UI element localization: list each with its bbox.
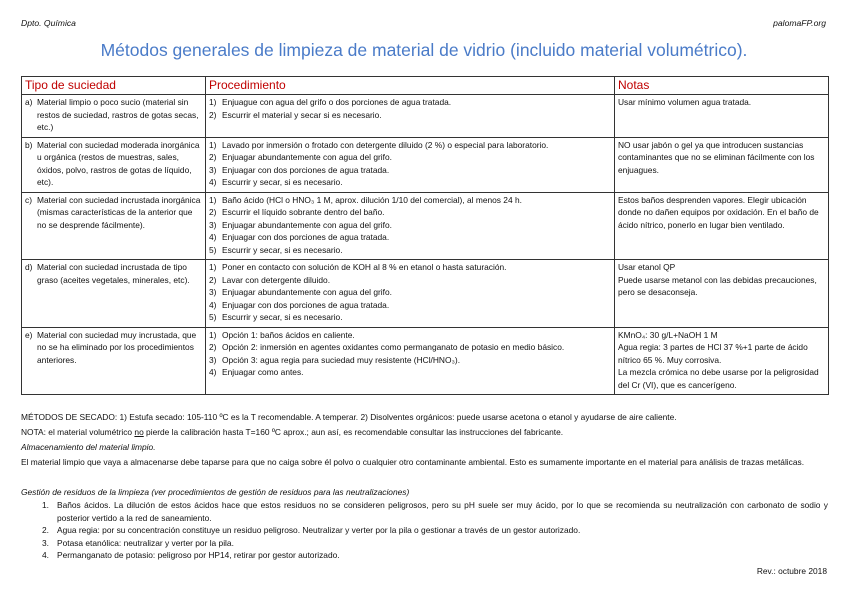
type-cell — [22, 260, 206, 328]
step-number: 4) — [209, 367, 217, 377]
notes-cell — [615, 192, 829, 260]
note-line: La mezcla crómica no debe usarse por la peligrosidad del Cr (VI), que es cancerígeno. — [618, 367, 819, 390]
procedure-step — [209, 151, 611, 164]
type-cell — [22, 95, 206, 138]
item-number: 2. — [42, 525, 49, 535]
step-text: Enjuagar con dos porciones de agua tratada. — [222, 164, 390, 175]
procedure-step — [209, 286, 611, 299]
step-text: Enjuague con agua del grifo o dos porciones de agua tratada. — [222, 97, 452, 107]
item-number: 4. — [42, 550, 49, 560]
procedure-cell — [206, 95, 615, 138]
note-line: Estos baños desprenden vapores. Elegir ubicación donde no dañen equipos por oxidación. En el baño de ácido nítrico, ponerlo en lugar bien ventilado. — [618, 194, 819, 230]
note-line: Agua regia: 3 partes de HCl 37 %+1 parte de ácido nítrico 65 %. Muy corrosiva. — [618, 342, 808, 365]
step-text: Opción 2: inmersión en agentes oxidantes como permanganato de potasio en medio básico. — [222, 342, 565, 352]
step-number: 4) — [209, 177, 217, 187]
procedure-step — [209, 194, 611, 207]
step-number: 2) — [209, 207, 217, 217]
step-text: Enjuagar abundantemente con agua del grifo. — [222, 152, 392, 162]
step-number: 2) — [209, 109, 217, 120]
step-text: Escurrir el líquido sobrante dentro del baño. — [222, 207, 385, 217]
procedure-step — [209, 261, 611, 274]
storage-heading: Almacenamiento del material limpio. — [21, 442, 156, 452]
procedure-step — [209, 176, 611, 189]
table-row — [22, 327, 829, 395]
step-text: Opción 1: baños ácidos en caliente. — [222, 329, 355, 340]
step-text: Enjuagar abundantemente con agua del grifo. — [222, 219, 392, 230]
step-text: Opción 3: agua regia para suciedad muy resistente (HCl/HNO₃). — [222, 354, 461, 365]
note-line: KMnO₄: 30 g/L+NaOH 1 M — [618, 329, 718, 340]
procedure-step — [209, 96, 611, 109]
procedure-step — [209, 244, 611, 257]
waste-heading: Gestión de residuos de la limpieza (ver procedimientos de gestión de residuos para las neutralizaciones) — [21, 487, 410, 497]
procedure-step — [209, 219, 611, 232]
step-number: 1) — [209, 194, 217, 205]
procedure-cell — [206, 260, 615, 328]
table-header-row — [22, 77, 829, 95]
notes-cell — [615, 327, 829, 395]
soil-type: Material con suciedad incrustada inorgánica (mismas características de la anterior que no se desprende fácilmente). — [37, 194, 201, 230]
note-text-end: pierde la calibración hasta T=160 ºC aprox.; aun así, es recomendable consultar las instrucciones del fabricante. — [143, 427, 564, 437]
procedure-step — [209, 274, 611, 287]
row-marker: b) — [25, 139, 33, 150]
step-text: Enjuagar con dos porciones de agua tratada. — [222, 299, 390, 310]
header-site: palomaFP.org — [773, 18, 826, 28]
step-number: 5) — [209, 244, 217, 255]
step-text: Baño ácido (HCl o HNO₃ 1 M, aprox. dilución 1/10 del comercial), al menos 24 h. — [222, 194, 522, 205]
item-text: Permanganato de potasio: peligroso por HP14, retirar por gestor autorizado. — [57, 550, 340, 560]
procedure-step — [209, 109, 611, 122]
row-marker: d) — [25, 262, 33, 272]
step-number: 1) — [209, 262, 217, 272]
table-row — [22, 260, 829, 328]
column-header-type: Tipo de suciedad — [22, 77, 206, 95]
procedure-step — [209, 354, 611, 367]
step-number: 2) — [209, 274, 217, 285]
step-number: 2) — [209, 152, 217, 162]
procedure-step — [209, 341, 611, 354]
note-text-start: NOTA: el material volumétrico — [21, 427, 135, 437]
procedure-step — [209, 206, 611, 219]
volumetric-note — [21, 426, 828, 439]
note-line: Puede usarse metanol con las debidas precauciones, pero se desaconseja. — [618, 274, 817, 297]
procedure-cell — [206, 192, 615, 260]
table-row — [22, 192, 829, 260]
procedure-step — [209, 231, 611, 244]
type-cell — [22, 192, 206, 260]
procedure-cell — [206, 327, 615, 395]
procedure-step — [209, 299, 611, 312]
procedure-step — [209, 164, 611, 177]
step-text: Lavar con detergente diluido. — [222, 274, 331, 285]
soil-type: Material con suciedad moderada inorgánica u orgánica (restos de muestras, sales, óxidos, polvo, rastros de gotas de líquido, etc). — [37, 139, 200, 187]
waste-list — [21, 499, 828, 562]
procedure-step — [209, 329, 611, 342]
step-number: 3) — [209, 219, 217, 230]
item-number: 1. — [42, 500, 49, 510]
step-number: 3) — [209, 287, 217, 297]
item-text: Agua regia: por su concentración constituye un residuo peligroso. Neutralizar y verter por la pila o gestionar a través de un gestor autorizado. — [57, 525, 581, 535]
drying-methods: MÉTODOS DE SECADO: 1) Estufa secado: 105-110 ºC es la T recomendable. A temperar. 2) Disolventes orgánicos: puede usarse acetona o etanol y ayudarse de aire caliente. — [21, 412, 677, 422]
notes-cell — [615, 260, 829, 328]
item-text: Potasa etanólica: neutralizar y verter por la pila. — [57, 537, 234, 548]
cleaning-methods-table — [21, 76, 829, 395]
waste-list-item — [21, 549, 828, 562]
type-cell — [22, 137, 206, 192]
notes-cell — [615, 95, 829, 138]
note-underlined: no — [134, 427, 144, 437]
note-line: NO usar jabón o gel ya que introducen sustancias contaminantes que no se eliminan fácilmente con los enjuagues. — [618, 139, 815, 175]
procedure-step — [209, 366, 611, 379]
step-number: 1) — [209, 97, 217, 107]
waste-list-item — [21, 499, 828, 524]
procedure-step — [209, 139, 611, 152]
step-number: 5) — [209, 312, 217, 322]
item-text: Baños ácidos. La dilución de estos ácidos hace que estos residuos no se consideren peligrosos, pero su pH suele ser muy ácido, por lo que se recomienda su neutralización con carbonato de sodio y posterior vertido a la red de saneamiento. — [57, 500, 828, 523]
step-text: Escurrir y secar, si es necesario. — [222, 244, 343, 255]
soil-type: Material con suciedad muy incrustada, que no se ha eliminado por los procedimientos anteriores. — [37, 329, 197, 365]
step-text: Poner en contacto con solución de KOH al 8 % en etanol o hasta saturación. — [222, 262, 507, 272]
waste-list-item — [21, 524, 828, 537]
step-text: Enjuagar con dos porciones de agua tratada. — [222, 232, 390, 242]
step-number: 1) — [209, 139, 217, 150]
step-number: 2) — [209, 342, 217, 352]
header-department: Dpto. Química — [21, 18, 76, 28]
step-number: 3) — [209, 354, 217, 365]
row-marker: c) — [25, 194, 32, 205]
step-number: 3) — [209, 164, 217, 175]
procedure-cell — [206, 137, 615, 192]
soil-type: Material limpio o poco sucio (material sin restos de suciedad, rastros de gotas secas, etc.) — [37, 97, 199, 132]
step-text: Enjuagar como antes. — [222, 367, 304, 377]
step-number: 1) — [209, 329, 217, 340]
column-header-procedure: Procedimiento — [206, 77, 615, 95]
step-text: Escurrir y secar, si es necesario. — [222, 312, 343, 322]
page-title: Métodos generales de limpieza de material de vidrio (incluido material volumétrico). — [100, 40, 748, 60]
table-row — [22, 95, 829, 138]
table-row — [22, 137, 829, 192]
waste-list-item — [21, 537, 828, 550]
note-line: Usar mínimo volumen agua tratada. — [618, 97, 752, 107]
step-text: Enjuagar abundantemente con agua del grifo. — [222, 287, 392, 297]
soil-type: Material con suciedad incrustada de tipo graso (aceites vegetales, minerales, etc). — [37, 262, 190, 285]
step-number: 4) — [209, 299, 217, 310]
procedure-step — [209, 311, 611, 324]
storage-text: El material limpio que vaya a almacenarse debe taparse para que no caiga sobre él polvo o cualquier otro contaminante ambiental. Esto es sumamente importante en el material para análisis de trazas metálicas. — [21, 457, 805, 467]
type-cell — [22, 327, 206, 395]
step-text: Lavado por inmersión o frotado con detergente diluido (2 %) o especial para laboratorio. — [222, 139, 549, 150]
step-number: 4) — [209, 232, 217, 242]
step-text: Escurrir el material y secar si es necesario. — [222, 109, 382, 120]
row-marker: a) — [25, 97, 33, 107]
note-line: Usar etanol QP — [618, 262, 676, 272]
revision-date: Rev.: octubre 2018 — [756, 566, 827, 576]
notes-cell — [615, 137, 829, 192]
step-text: Escurrir y secar, si es necesario. — [222, 177, 343, 187]
item-number: 3. — [42, 537, 49, 548]
column-header-notes: Notas — [615, 77, 829, 95]
row-marker: e) — [25, 329, 33, 340]
